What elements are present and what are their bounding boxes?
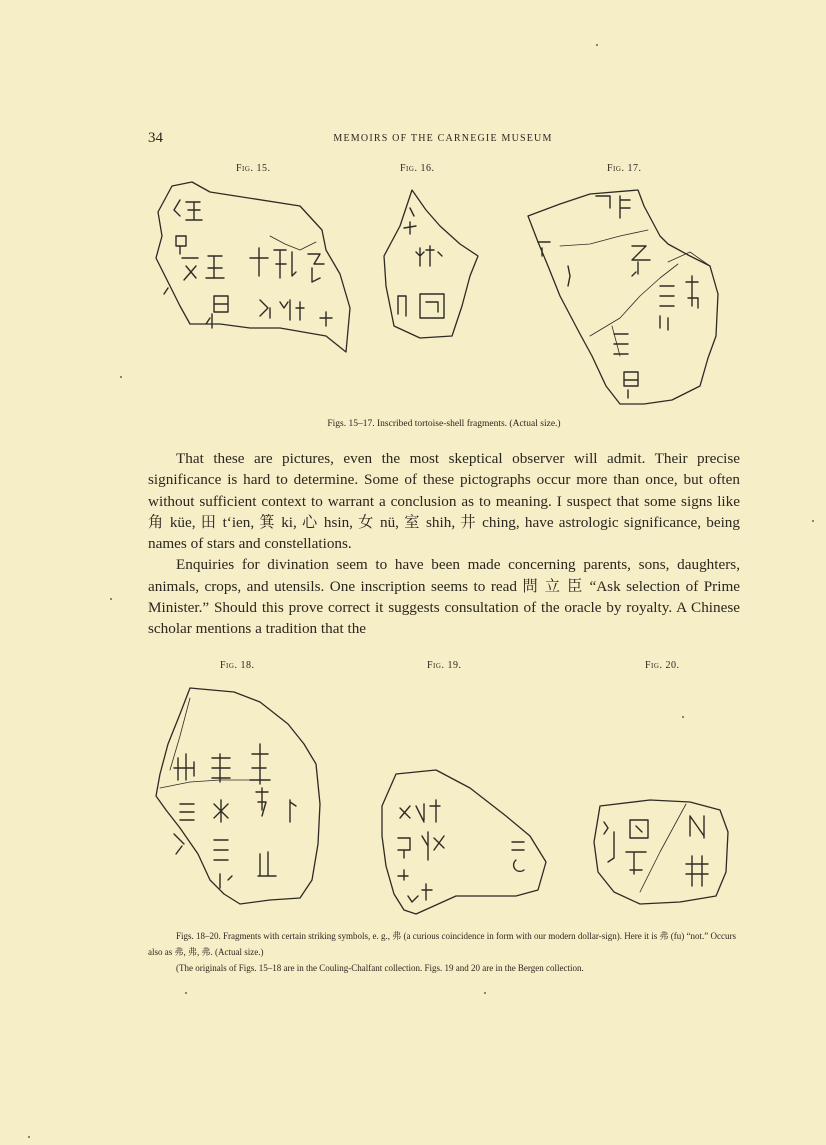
paper-speck xyxy=(812,520,814,522)
paper-speck xyxy=(682,716,684,718)
figures-18-20-caption xyxy=(148,928,742,976)
running-head xyxy=(148,130,738,150)
paragraph-1: That these are pictures, even the most skeptical observer will admit. Their precise significance is hard to determine. Some of these pictographs occur more than once, but often without sufficient context to warrant a conclusion as to meaning. I suspect that some signs like 角 küe, 田 t‘ien, 箕 ki, 心 hsin, 女 nü, 室 shih, 井 ching, have astrologic significance, being names of stars and constellations. xyxy=(148,450,740,553)
fig-17-tortoise-shell-fragment xyxy=(520,186,730,412)
fig-16-tortoise-shell-fragment xyxy=(380,186,486,346)
caption-line-1: Figs. 18–20. Fragments with certain striking symbols, e. g., 弗 (a curious coincidence in form with our modern dollar-sign). Here it is 弗 (fu) “not.” Occurs also as 弗, 弗, 弗. (Actual size.) xyxy=(148,931,736,957)
paper-speck xyxy=(110,598,112,600)
paragraph-2: Enquiries for divination seem to have been made concerning parents, sons, daughters, animals, crops, and utensils. One inscription seems to read 問 立 臣 “Ask selection of Prime Minister.” Should this prove correct it suggests consultation of the oracle by royalty. A Chinese scholar mentions a tradition that the xyxy=(148,556,740,638)
fig-16-label: Fig. 16. xyxy=(400,163,435,174)
figures-15-17-caption: Figs. 15–17. Inscribed tortoise-shell fragments. (Actual size.) xyxy=(327,419,561,429)
fig-19-tortoise-shell-fragment xyxy=(376,766,550,918)
fig-20-label: Fig. 20. xyxy=(645,660,680,671)
fig-20-tortoise-shell-fragment xyxy=(590,792,732,908)
page-number: 34 xyxy=(148,130,163,146)
running-title: MEMOIRS OF THE CARNEGIE MUSEUM xyxy=(333,133,553,144)
fig-15-label: Fig. 15. xyxy=(236,163,271,174)
fig-17-label: Fig. 17. xyxy=(607,163,642,174)
paper-speck xyxy=(596,44,598,46)
paper-speck xyxy=(484,992,486,994)
fig-19-label: Fig. 19. xyxy=(427,660,462,671)
paper-speck xyxy=(185,992,187,994)
paper-speck xyxy=(120,376,122,378)
fig-15-tortoise-shell-fragment xyxy=(150,178,360,356)
caption-line-2: (The originals of Figs. 15–18 are in the Couling-Chalfant collection. Figs. 19 and 20 are in the Bergen collection. xyxy=(176,963,584,973)
paper-speck xyxy=(28,1136,30,1138)
fig-18-label: Fig. 18. xyxy=(220,660,255,671)
fig-18-tortoise-shell-fragment xyxy=(150,684,322,910)
body-text xyxy=(148,448,740,640)
